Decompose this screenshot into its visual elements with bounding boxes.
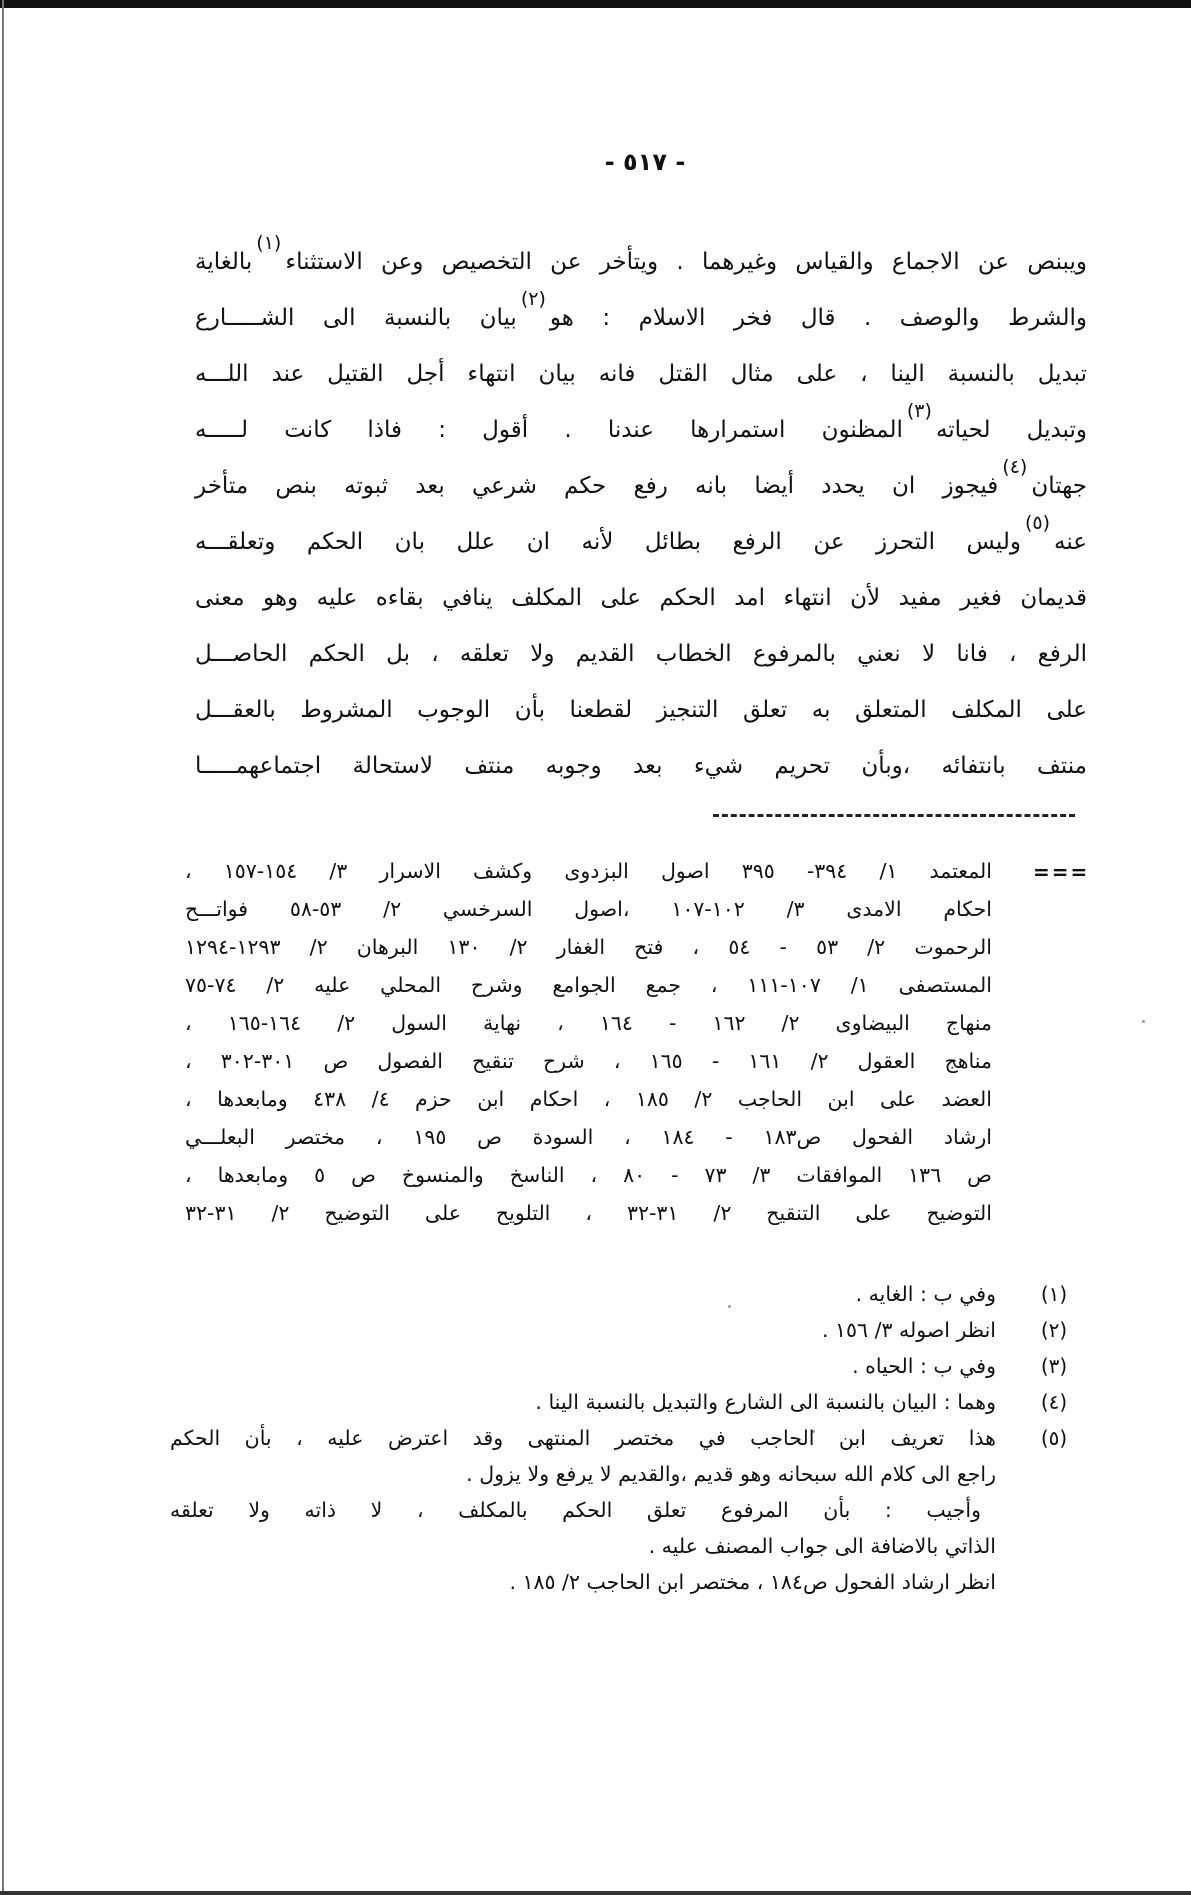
body-line-6: [195, 514, 1087, 570]
body-text: منتف بانتفائه ،وبأن تحريم شيء بعد وجوبه منتف لاستحالة اجتماعهمـــــا: [195, 753, 1087, 779]
scan-speck: [1142, 1020, 1145, 1023]
scan-top-border: [0, 0, 1191, 8]
footnote-separator: [713, 814, 1075, 817]
footnote-number: (٤): [1040, 1390, 1068, 1414]
body-line-5: [195, 458, 1087, 514]
body-text: عنه: [1054, 529, 1087, 555]
footnote-ref: (٣): [906, 400, 932, 422]
body-text: وليس التحرز عن الرفع بطائل لأنه ان علل بان الحكم وتعلقـــه: [195, 529, 1021, 555]
body-line-10: [195, 738, 1087, 794]
reference-line: ارشاد الفحول ص١٨٣ - ١٨٤ ، السودة ص ١٩٥ ، مختصر البعلـــي: [185, 1125, 993, 1149]
footnote-ref: (٤): [1002, 456, 1028, 478]
footnote-text: وهما : البيان بالنسبة الى الشارع والتبديل بالنسبة الينا .: [535, 1390, 996, 1414]
reference-line: العضد على ابن الحاجب ٢/ ١٨٥ ، احكام ابن حزم ٤/ ٤٣٨ ومابعدها ،: [185, 1087, 992, 1111]
footnote-ref: (٢): [520, 288, 546, 310]
body-text: فيجوز ان يحدد أيضا بانه رفع حكم شرعي بعد ثبوته بنص متأخر: [195, 473, 999, 499]
reference-line: ص ١٣٦ الموافقات ٣/ ٧٣ - ٨٠ ، الناسخ والمنسوخ ص ٥ ومابعدها ،: [185, 1163, 992, 1187]
body-text: والشرط والوصف . قال فخر الاسلام : هو: [549, 305, 1087, 331]
body-line-9: [195, 682, 1087, 738]
reference-line: التوضيح على التنقيح ٢/ ٣١-٣٢ ، التلويح على التوضيح ٢/ ٣١-٣٢: [185, 1201, 992, 1225]
footnote-ref: (٥): [1024, 512, 1050, 534]
footnote-text: وفي ب : الغايه .: [855, 1282, 996, 1306]
body-line-7: [195, 570, 1087, 626]
reference-line: المستصفى ١/ ١٠٧-١١١ ، جمع الجوامع وشرح المحلي عليه ٢/ ٧٤-٧٥: [185, 973, 992, 997]
reference-line: مناهج العقول ٢/ ١٦١ - ١٦٥ ، شرح تنقيح الفصول ص ٣٠١-٣٠٢ ،: [185, 1049, 992, 1073]
scan-bottom-border: [0, 1891, 1191, 1895]
body-text: جهتان: [1031, 473, 1087, 499]
body-text: بالغاية: [195, 249, 253, 275]
body-text: وتبديل لحياته: [935, 417, 1088, 443]
body-text: بيان بالنسبة الى الشـــــارع: [195, 305, 517, 331]
footnote-number: (٥): [1040, 1426, 1068, 1450]
footnote-text: هذا تعريف ابن الحاجب في مختصر المنتهى وقد اعترض عليه ، بأن الحكم: [170, 1426, 996, 1450]
body-line-3: [195, 346, 1087, 402]
body-text: تبديل بالنسبة الينا ، على مثال القتل فانه بيان انتهاء أجل القتيل عند اللـــه: [195, 361, 1087, 387]
footnote-text: راجع الى كلام الله سبحانه وهو قديم ،والقديم لا يرفع ولا يزول .: [466, 1462, 996, 1486]
body-text: المظنون استمرارها عندنا . أقول : فاذا كانت لـــــه: [195, 417, 903, 443]
reference-line: احكام الامدى ٣/ ١٠٢-١٠٧ ،اصول السرخسي ٢/ ٥٣-٥٨ فواتـــح: [185, 897, 992, 921]
scan-left-edge: [2, 0, 4, 1895]
footnote-text: الذاتي بالاضافة الى جواب المصنف عليه .: [648, 1534, 996, 1558]
footnote-text: انظر ارشاد الفحول ص١٨٤ ، مختصر ابن الحاجب ٢/ ١٨٥ .: [509, 1570, 996, 1594]
footnote-text: وفي ب : الحياه .: [852, 1354, 996, 1378]
page-number: - ٥١٧ -: [604, 148, 686, 176]
reference-line: الرحموت ٢/ ٥٣ - ٥٤ ، فتح الغفار ٢/ ١٣٠ البرهان ٢/ ١٢٩٣-١٢٩٤: [185, 935, 992, 959]
body-line-2: [195, 290, 1087, 346]
footnote-number: (٣): [1040, 1354, 1068, 1378]
reference-line: المعتمد ١/ ٣٩٤- ٣٩٥ اصول البزدوى وكشف الاسرار ٣/ ١٥٤-١٥٧ ،: [185, 859, 992, 883]
references-marker: ===: [1033, 860, 1090, 884]
body-text: الرفع ، فانا لا نعني بالمرفوع الخطاب القديم ولا تعلقه ، بل الحكم الحاصـــل: [195, 641, 1087, 667]
footnote-text: وأجيب : بأن المرفوع تعلق الحكم بالمكلف ، لا ذاته ولا تعلقه: [170, 1498, 981, 1522]
footnote-number: (١): [1040, 1282, 1068, 1306]
body-text: ويبنص عن الاجماع والقياس وغيرهما . ويتأخر عن التخصيص وعن الاستثناء: [285, 249, 1087, 275]
scan-speck: [728, 1305, 731, 1308]
footnote-ref: (١): [256, 232, 282, 254]
footnote-number: (٢): [1040, 1318, 1068, 1342]
reference-line: منهاج البيضاوى ٢/ ١٦٢ - ١٦٤ ، نهاية السول ٢/ ١٦٤-١٦٥ ،: [185, 1011, 992, 1035]
body-line-8: [195, 626, 1087, 682]
body-line-4: [195, 402, 1087, 458]
body-text: قديمان فغير مفيد لأن انتهاء امد الحكم على المكلف ينافي بقاءه عليه وهو معنى: [195, 585, 1087, 611]
body-text: على المكلف المتعلق به تعلق التنجيز لقطعنا بأن الوجوب المشروط بالعقـــل: [195, 697, 1087, 723]
footnote-text: انظر اصوله ٣/ ١٥٦ .: [821, 1318, 996, 1342]
body-line-1: [195, 234, 1087, 290]
